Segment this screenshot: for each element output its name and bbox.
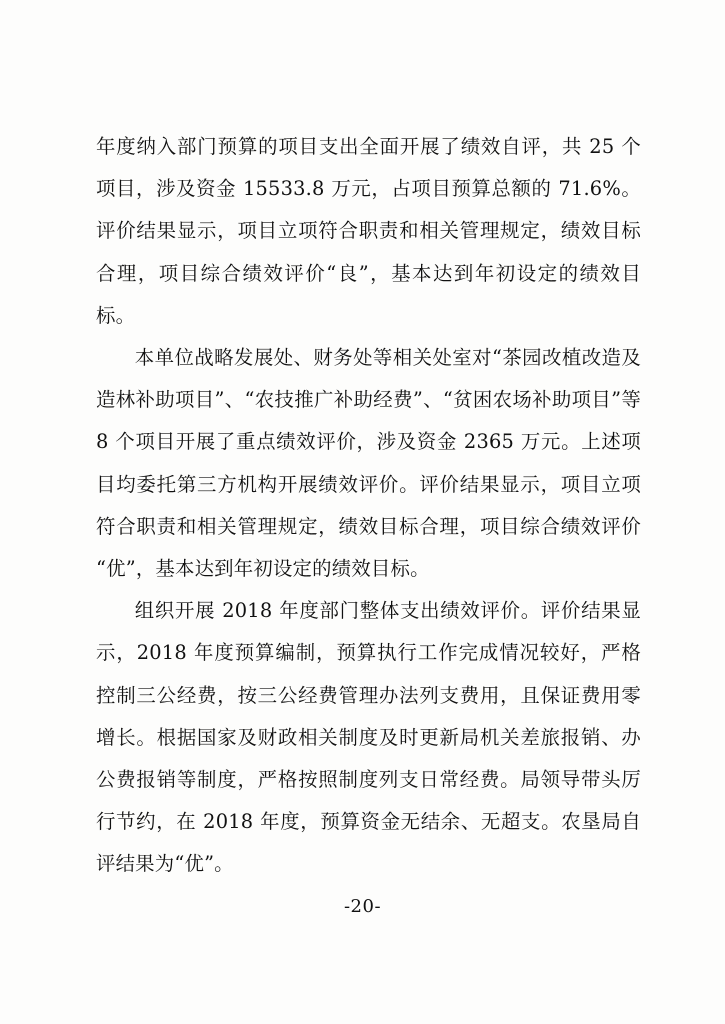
document-body (96, 126, 641, 886)
paragraph-3: 组织开展 2018 年度部门整体支出绩效评价。评价结果显示，2018 年度预算编制，预算执行工作完成情况较好，严格控制三公经费，按三公经费管理办法列支费用，且保证费用零增长。根据国家及财政相关制度及时更新局机关差旅报销、办公费报销等制度，严格按照制度列支日常经费。局领导带头厉行节约，在 2018 年度，预算资金无结余、无超支。农垦局自评结果为“优”。 (96, 599, 641, 876)
paragraph-2: 本单位战略发展处、财务处等相关处室对“茶园改植改造及造林补助项目”、“农技推广补助经费”、“贫困农场补助项目”等 8 个项目开展了重点绩效评价，涉及资金 2365 万元。上述项目均委托第三方机构开展绩效评价。评价结果显示，项目立项符合职责和相关管理规定，绩效目标合理，项目综合绩效评价“优”，基本达到年初设定的绩效目标。 (96, 346, 641, 581)
paragraph-1: 年度纳入部门预算的项目支出全面开展了绩效自评，共 25 个项目，涉及资金 15533.8 万元，占项目预算总额的 71.6%。评价结果显示，项目立项符合职责和相关管理规定，绩效目标合理，项目综合绩效评价“良”，基本达到年初设定的绩效目标。 (96, 135, 641, 327)
page-number: -20- (343, 896, 382, 917)
